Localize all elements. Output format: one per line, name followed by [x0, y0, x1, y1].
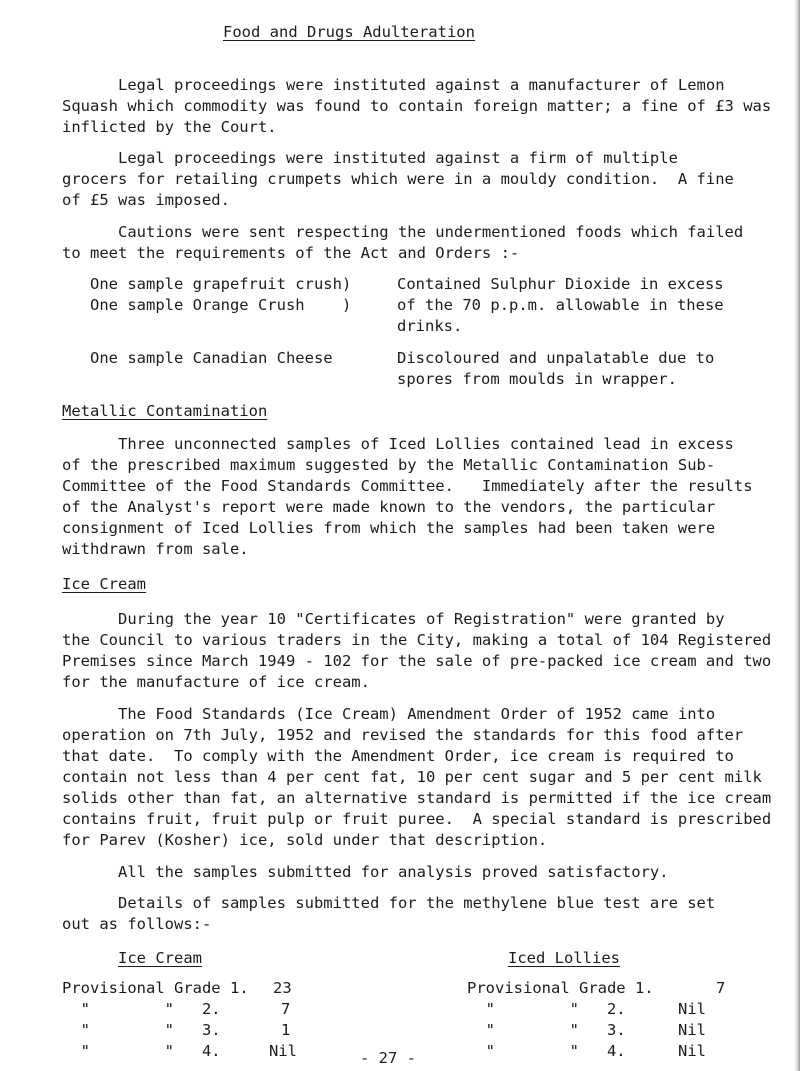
text-line: Three unconnected samples of Iced Lollies contained lead in excess — [62, 435, 734, 453]
text-line: Squash which commodity was found to contain foreign matter; a fine of £3 was — [62, 97, 772, 115]
text-line: contains fruit, fruit pulp or fruit puree. A special standard is prescribed — [62, 810, 772, 828]
ice-cream-grade-label: " " 4. — [62, 1042, 221, 1060]
iced-lollies-grade-label: " " 2. — [467, 1000, 626, 1018]
text-line: solids other than fat, an alternative standard is permitted if the ice cream — [62, 789, 772, 807]
iced-lollies-grade-label: Provisional Grade 1. — [467, 979, 654, 997]
text-line: Premises since March 1949 - 102 for the sale of pre-packed ice cream and two — [62, 652, 772, 670]
caution-reason: Discoloured and unpalatable due to — [397, 349, 715, 367]
text-line: for the manufacture of ice cream. — [62, 673, 370, 691]
section-heading-metallic: Metallic Contamination — [62, 402, 268, 420]
ice-cream-grade-value: 23 — [273, 979, 292, 997]
iced-lollies-grade-value: Nil — [678, 1042, 706, 1060]
column-heading-iced-lollies: Iced Lollies — [508, 949, 620, 967]
ice-cream-grade-label: Provisional Grade 1. — [62, 979, 249, 997]
ice-cream-grade-label: " " 2. — [62, 1000, 221, 1018]
text-line: Legal proceedings were instituted against a manufacturer of Lemon — [62, 76, 725, 94]
text-line: of £5 was imposed. — [62, 191, 230, 209]
iced-lollies-grade-label: " " 4. — [467, 1042, 626, 1060]
text-line: consignment of Iced Lollies from which the samples had been taken were — [62, 519, 716, 537]
text-line: withdrawn from sale. — [62, 540, 249, 558]
iced-lollies-grade-label: " " 3. — [467, 1021, 626, 1039]
caution-item: One sample Canadian Cheese — [90, 349, 333, 367]
text-line: of the prescribed maximum suggested by the Metallic Contamination Sub- — [62, 456, 716, 474]
text-line: During the year 10 "Certificates of Registration" were granted by — [62, 610, 725, 628]
text-line: the Council to various traders in the City, making a total of 104 Registered — [62, 631, 772, 649]
iced-lollies-grade-value: Nil — [678, 1000, 706, 1018]
ice-cream-grade-value: 1 — [281, 1021, 291, 1039]
ice-cream-grade-label: " " 3. — [62, 1021, 221, 1039]
text-line: Cautions were sent respecting the undermentioned foods which failed — [62, 223, 744, 241]
text-line: Committee of the Food Standards Committee. Immediately after the results — [62, 477, 753, 495]
text-line: to meet the requirements of the Act and Orders :- — [62, 244, 520, 262]
caution-reason: spores from moulds in wrapper. — [397, 370, 677, 388]
text-line: for Parev (Kosher) ice, sold under that description. — [62, 831, 548, 849]
ice-cream-grade-value: Nil — [269, 1042, 297, 1060]
text-line: operation on 7th July, 1952 and revised the standards for this food after — [62, 726, 744, 744]
section-heading-ice-cream: Ice Cream — [62, 575, 146, 593]
text-line: The Food Standards (Ice Cream) Amendment Order of 1952 came into — [62, 705, 716, 723]
page-title: Food and Drugs Adulteration — [223, 23, 475, 41]
iced-lollies-grade-value: 7 — [716, 979, 726, 997]
text-line: inflicted by the Court. — [62, 118, 277, 136]
column-heading-ice-cream: Ice Cream — [118, 949, 202, 967]
text-line: Details of samples submitted for the methylene blue test are set — [62, 894, 716, 912]
caution-reason: drinks. — [397, 317, 463, 335]
caution-item: One sample Orange Crush ) — [90, 296, 352, 314]
text-line: contain not less than 4 per cent fat, 10 per cent sugar and 5 per cent milk — [62, 768, 762, 786]
paragraph-satisfactory: All the samples submitted for analysis proved satisfactory. — [62, 863, 669, 881]
caution-reason: of the 70 p.p.m. allowable in these — [397, 296, 724, 314]
caution-item: One sample grapefruit crush) — [90, 275, 352, 293]
caution-reason: Contained Sulphur Dioxide in excess — [397, 275, 724, 293]
text-line: grocers for retailing crumpets which were in a mouldy condition. A fine — [62, 170, 734, 188]
text-line: Legal proceedings were instituted against a firm of multiple — [62, 149, 678, 167]
text-line: of the Analyst's report were made known to the vendors, the particular — [62, 498, 716, 516]
iced-lollies-grade-value: Nil — [678, 1021, 706, 1039]
page-edge-shadow — [794, 0, 800, 1071]
text-line: that date. To comply with the Amendment Order, ice cream is required to — [62, 747, 734, 765]
ice-cream-grade-value: 7 — [281, 1000, 291, 1018]
text-line: out as follows:- — [62, 915, 212, 933]
page-number: - 27 - — [360, 1049, 416, 1067]
